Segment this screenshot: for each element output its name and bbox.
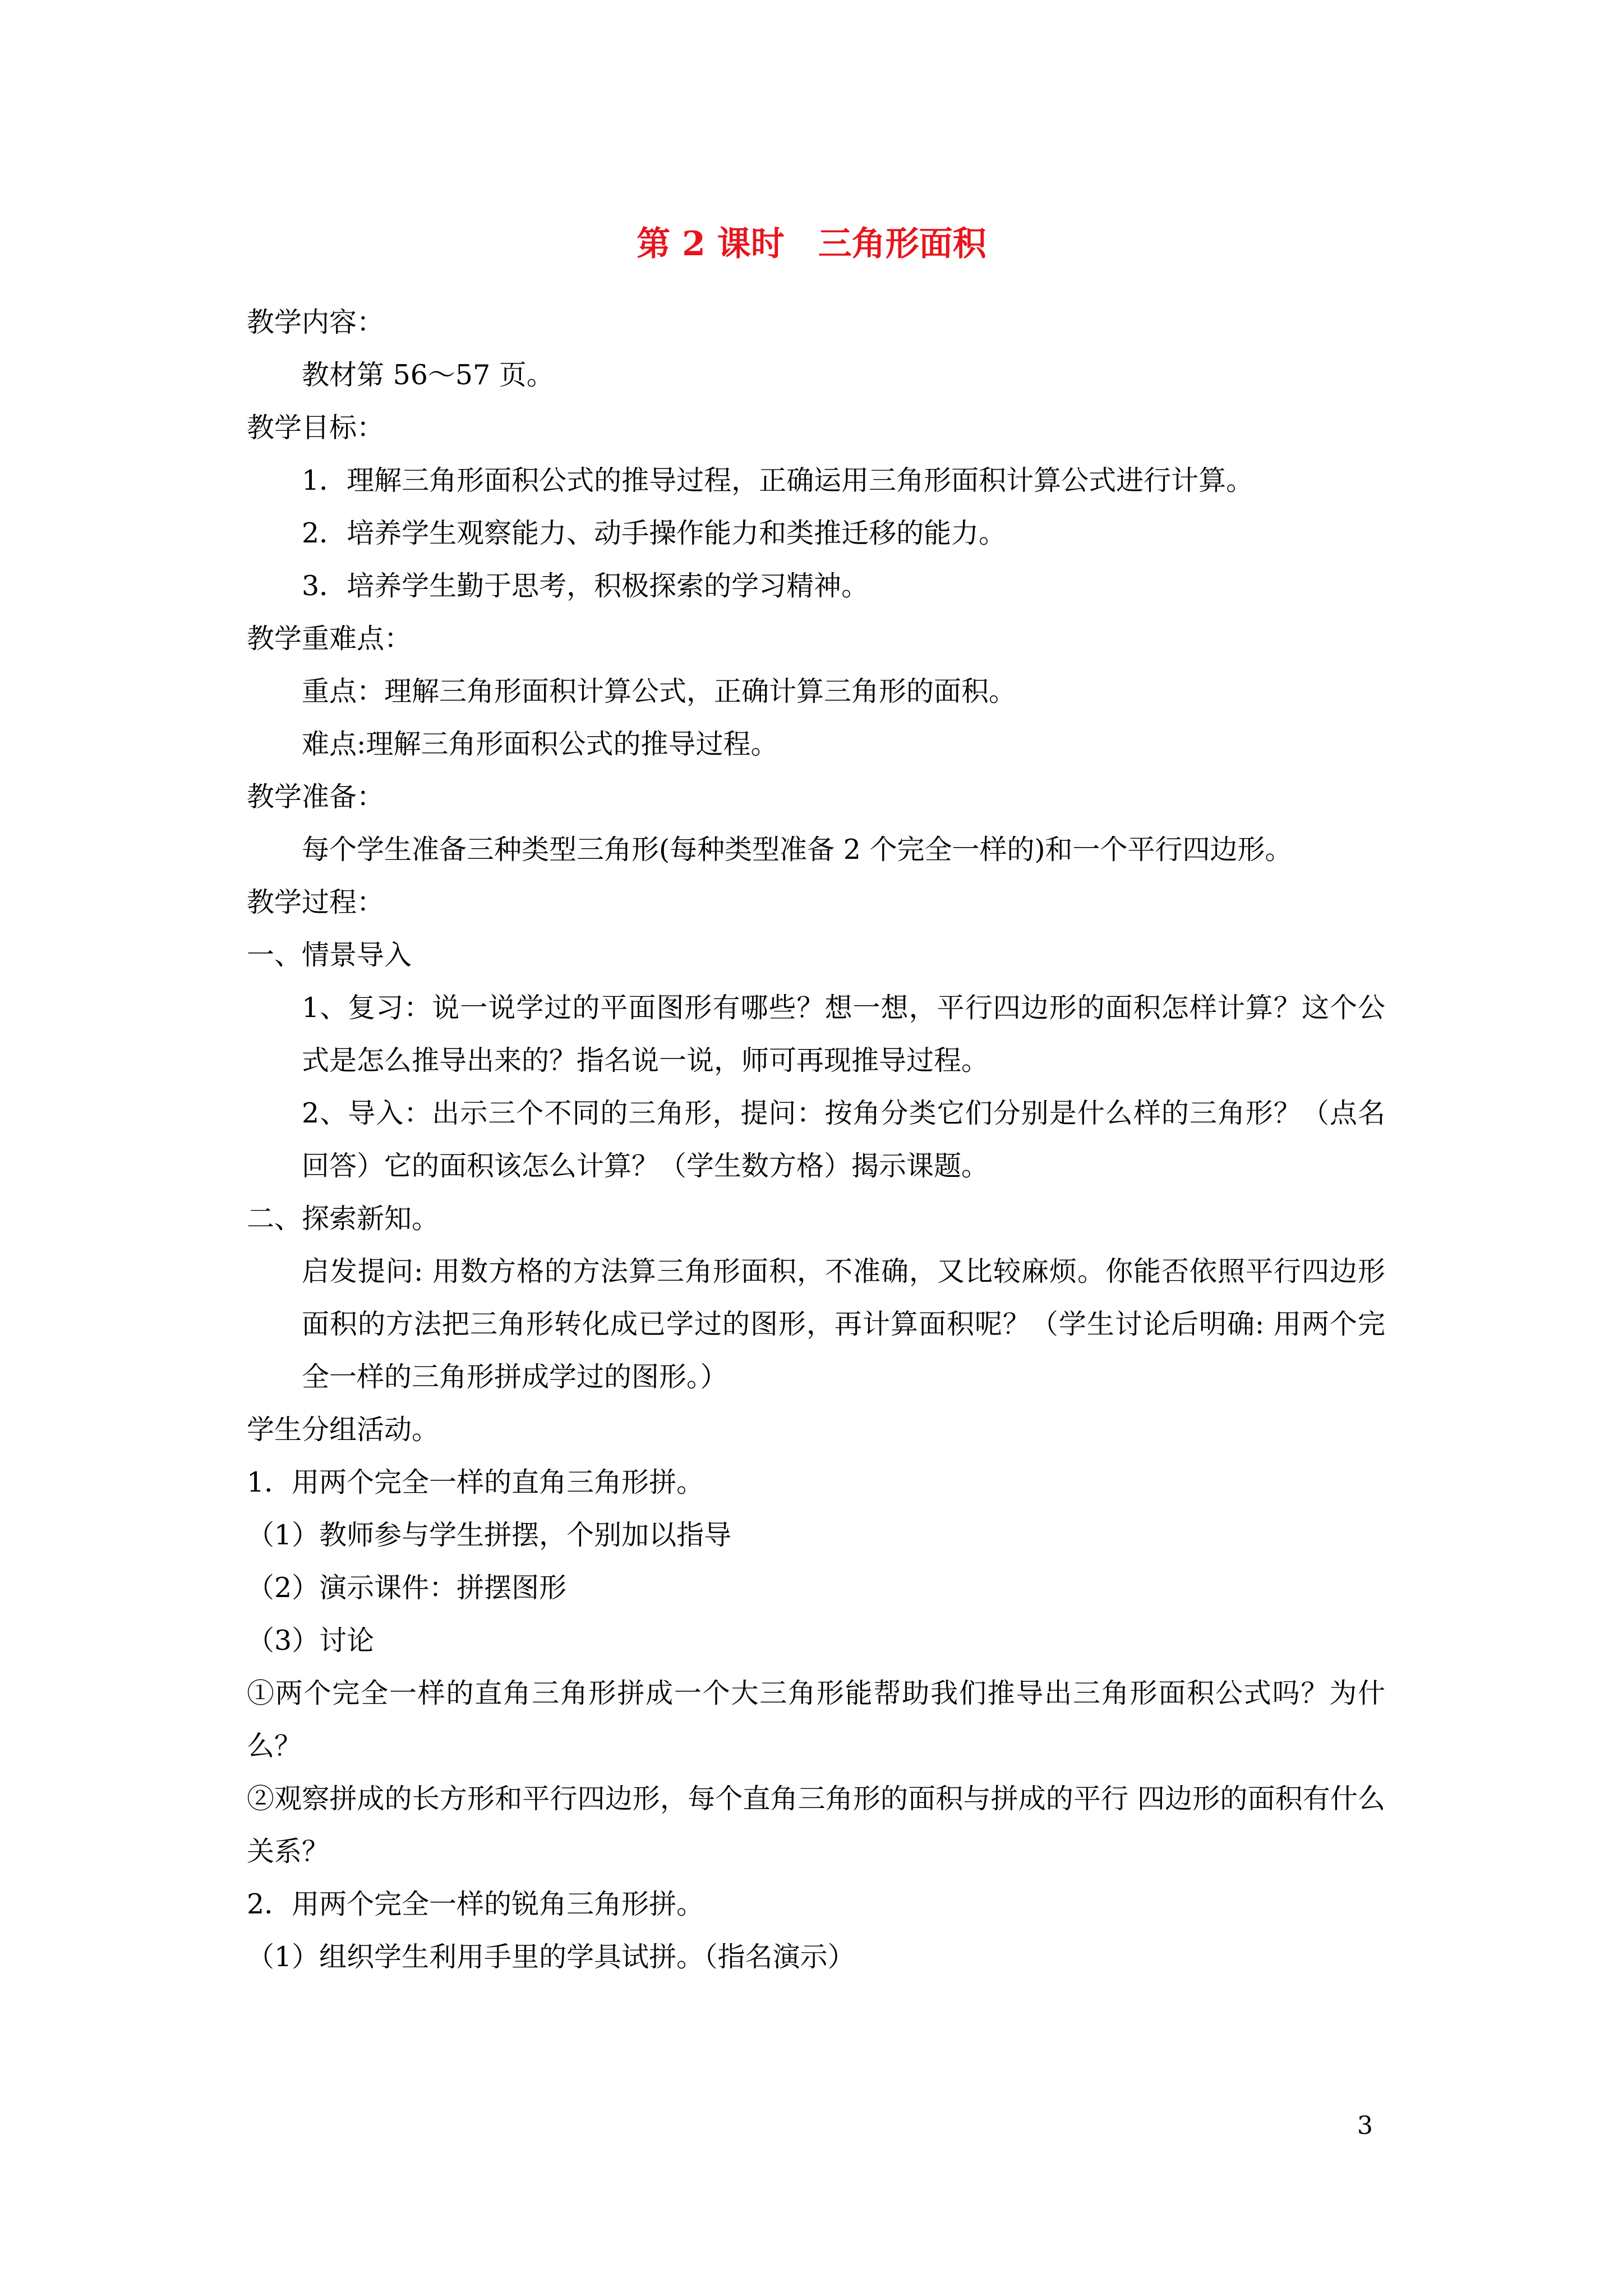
paragraph: 2、导入：出示三个不同的三角形，提问：按角分类它们分别是什么样的三角形？（点名回答）它的面积该怎么计算？（学生数方格）揭示课题。 bbox=[302, 1097, 1385, 1182]
lesson-content bbox=[247, 296, 1385, 1984]
paragraph: 学生分组活动。 bbox=[247, 1414, 440, 1446]
activity-item: 1．用两个完全一样的直角三角形拼。 bbox=[247, 1466, 704, 1498]
section-heading-process: 教学过程： bbox=[247, 886, 385, 918]
activity-item: 2．用两个完全一样的锐角三角形拼。 bbox=[247, 1888, 704, 1920]
discussion-question: ②观察拼成的长方形和平行四边形，每个直角三角形的面积与拼成的平行 四边形的面积有什么关系？ bbox=[247, 1783, 1385, 1867]
preparation-text: 每个学生准备三种类型三角形(每种类型准备 2 个完全一样的)和一个平行四边形。 bbox=[302, 834, 1293, 866]
objective-item: 2．培养学生观察能力、动手操作能力和类推迁移的能力。 bbox=[302, 517, 1007, 549]
paragraph: 启发提问: 用数方格的方法算三角形面积，不准确，又比较麻烦。你能否依照平行四边形面积的方法把三角形转化成已学过的图形，再计算面积呢？（学生讨论后明确: 用两个完全一样的三角形拼成学过的图形。） bbox=[302, 1255, 1385, 1393]
section-heading-key-points: 教学重难点： bbox=[247, 623, 412, 655]
activity-step: （3）讨论 bbox=[247, 1625, 375, 1657]
discussion-question: ①两个完全一样的直角三角形拼成一个大三角形能帮助我们推导出三角形面积公式吗？为什么？ bbox=[247, 1677, 1385, 1762]
activity-step: （1）教师参与学生拼摆，个别加以指导 bbox=[247, 1519, 732, 1551]
activity-step: （2）演示课件：拼摆图形 bbox=[247, 1572, 567, 1604]
lesson-title: 第 2 课时 三角形面积 bbox=[637, 224, 986, 264]
key-point: 重点：理解三角形面积计算公式，正确计算三角形的面积。 bbox=[302, 675, 1017, 707]
difficult-point: 难点:理解三角形面积公式的推导过程。 bbox=[302, 728, 778, 760]
section-heading-content: 教学内容： bbox=[247, 306, 385, 338]
subsection-heading: 二、探索新知。 bbox=[247, 1203, 440, 1235]
objective-item: 3．培养学生勤于思考，积极探索的学习精神。 bbox=[302, 570, 869, 602]
content-text: 教材第 56～57 页。 bbox=[302, 359, 554, 391]
section-heading-objectives: 教学目标： bbox=[247, 412, 385, 444]
objective-item: 1．理解三角形面积公式的推导过程，正确运用三角形面积计算公式进行计算。 bbox=[302, 464, 1254, 496]
section-heading-preparation: 教学准备： bbox=[247, 781, 385, 813]
paragraph: 1、复习：说一说学过的平面图形有哪些？想一想，平行四边形的面积怎样计算？这个公式是怎么推导出来的？指名说一说，师可再现推导过程。 bbox=[302, 992, 1385, 1076]
activity-step: （1）组织学生利用手里的学具试拼。（指名演示） bbox=[247, 1941, 855, 1973]
subsection-heading: 一、情景导入 bbox=[247, 939, 412, 971]
page-number: 3 bbox=[1357, 2111, 1373, 2140]
